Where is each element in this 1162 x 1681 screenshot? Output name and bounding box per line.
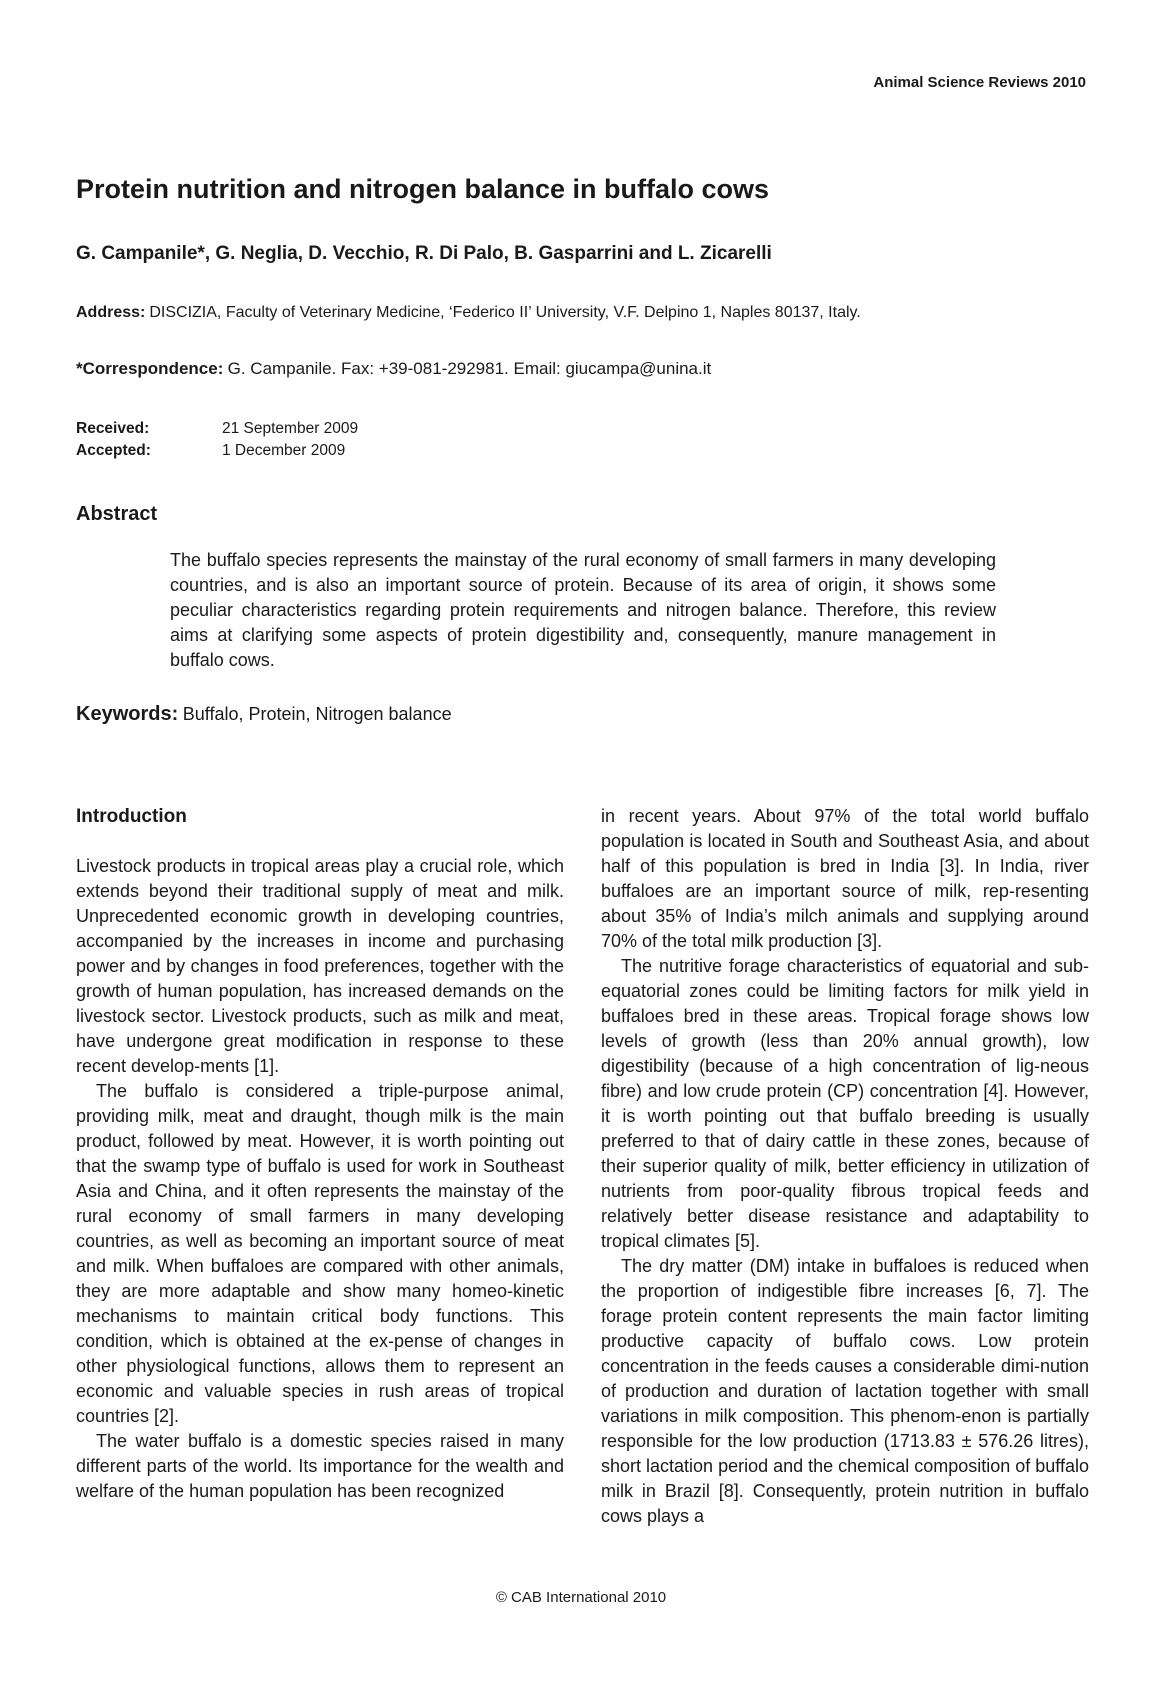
body-column-right xyxy=(601,804,1089,1529)
received-label: Received: xyxy=(76,420,150,437)
correspondence-text: G. Campanile. Fax: +39-081-292981. Email: giucampa@unina.it xyxy=(227,359,712,378)
body-paragraph: The water buffalo is a domestic species raised in many different parts of the world. Its importance for the wealth and welfare of the human population has been recognized xyxy=(76,1431,564,1501)
keywords-label: Keywords: xyxy=(76,703,179,725)
submission-dates xyxy=(76,418,358,462)
abstract-heading: Abstract xyxy=(76,503,158,525)
body-paragraph: The nutritive forage characteristics of equatorial and sub-equatorial zones could be limiting factors for milk yield in buffaloes bred in these areas. Tropical forage shows low levels of growth (less than 20% annual growth), low digestibility (because of a high concentration of lig-neous fibre) and low crude protein (CP) concentration [4]. However, it is worth pointing out that buffalo breeding is usually preferred to that of dairy cattle in these zones, because of their superior quality of milk, better efficiency in utilization of nutrients from poor-quality fibrous tropical feeds and relatively better disease resistance and adaptability to tropical climates [5]. xyxy=(601,956,1089,1251)
address-text: DISCIZIA, Faculty of Veterinary Medicine, ‘Federico II’ University, V.F. Delpino 1, Naples 80137, Italy. xyxy=(149,304,861,321)
journal-name: Animal Science Reviews 2010 xyxy=(873,74,1086,91)
body-paragraph: Livestock products in tropical areas play a crucial role, which extends beyond their traditional supply of meat and milk. Unprecedented economic growth in developing countries, accompanied by the increases in income and purchasing power and by changes in food preferences, together with the growth of human population, has increased demands on the livestock sector. Livestock products, such as milk and meat, have undergone great modification in response to these recent develop-ments [1]. xyxy=(76,856,564,1076)
article-title: Protein nutrition and nitrogen balance in buffalo cows xyxy=(76,174,770,204)
copyright-footer: © CAB International 2010 xyxy=(495,1589,667,1606)
accepted-label: Accepted: xyxy=(76,442,151,459)
abstract-text: The buffalo species represents the mainstay of the rural economy of small farmers in many developing countries, and is also an important source of protein. Because of its area of origin, it shows some peculiar characteristics regarding protein requirements and nitrogen balance. Therefore, this review aims at clarifying some aspects of protein digestibility and, consequently, manure management in buffalo cows. xyxy=(170,550,996,670)
body-column-left xyxy=(76,804,564,1504)
received-row xyxy=(76,418,358,440)
section-heading-introduction: Introduction xyxy=(76,806,187,827)
correspondence-line xyxy=(76,359,711,379)
accepted-row xyxy=(76,440,358,462)
received-date: 21 September 2009 xyxy=(222,420,359,437)
author-list: G. Campanile*, G. Neglia, D. Vecchio, R. Di Palo, B. Gasparrini and L. Zicarelli xyxy=(76,243,772,264)
body-paragraph: in recent years. About 97% of the total world buffalo population is located in South and Southeast Asia, and about half of this population is bred in India [3]. In India, river buffaloes are an important source of milk, rep-resenting about 35% of India’s milch animals and supplying around 70% of the total milk production [3]. xyxy=(601,806,1089,951)
body-paragraph: The buffalo is considered a triple-purpose animal, providing milk, meat and draught, though milk is the main product, followed by meat. However, it is worth pointing out that the swamp type of buffalo is used for work in Southeast Asia and China, and it often represents the mainstay of the rural economy of small farmers in many developing countries, as well as becoming an important source of meat and milk. When buffaloes are compared with other animals, they are more adaptable and show many homeo-kinetic mechanisms to maintain critical body functions. This condition, which is obtained at the ex-pense of changes in other physiological functions, allows them to represent an economic and valuable species in rush areas of tropical countries [2]. xyxy=(76,1081,564,1426)
keywords-text: Buffalo, Protein, Nitrogen balance xyxy=(182,704,452,724)
address-line xyxy=(76,304,861,322)
body-paragraph: The dry matter (DM) intake in buffaloes is reduced when the proportion of indigestible fibre increases [6, 7]. The forage protein content represents the main factor limiting productive capacity of buffalo cows. Low protein concentration in the feeds causes a considerable dimi-nution of production and duration of lactation together with small variations in milk composition. This phenom-enon is partially responsible for the low production (1713.83 ± 576.26 litres), short lactation period and the chemical composition of buffalo milk in Brazil [8]. Consequently, protein nutrition in buffalo cows plays a xyxy=(601,1256,1089,1526)
accepted-date: 1 December 2009 xyxy=(222,442,346,459)
keywords-line xyxy=(76,703,452,726)
correspondence-label: *Correspondence: xyxy=(76,359,224,378)
address-label: Address: xyxy=(76,304,146,321)
